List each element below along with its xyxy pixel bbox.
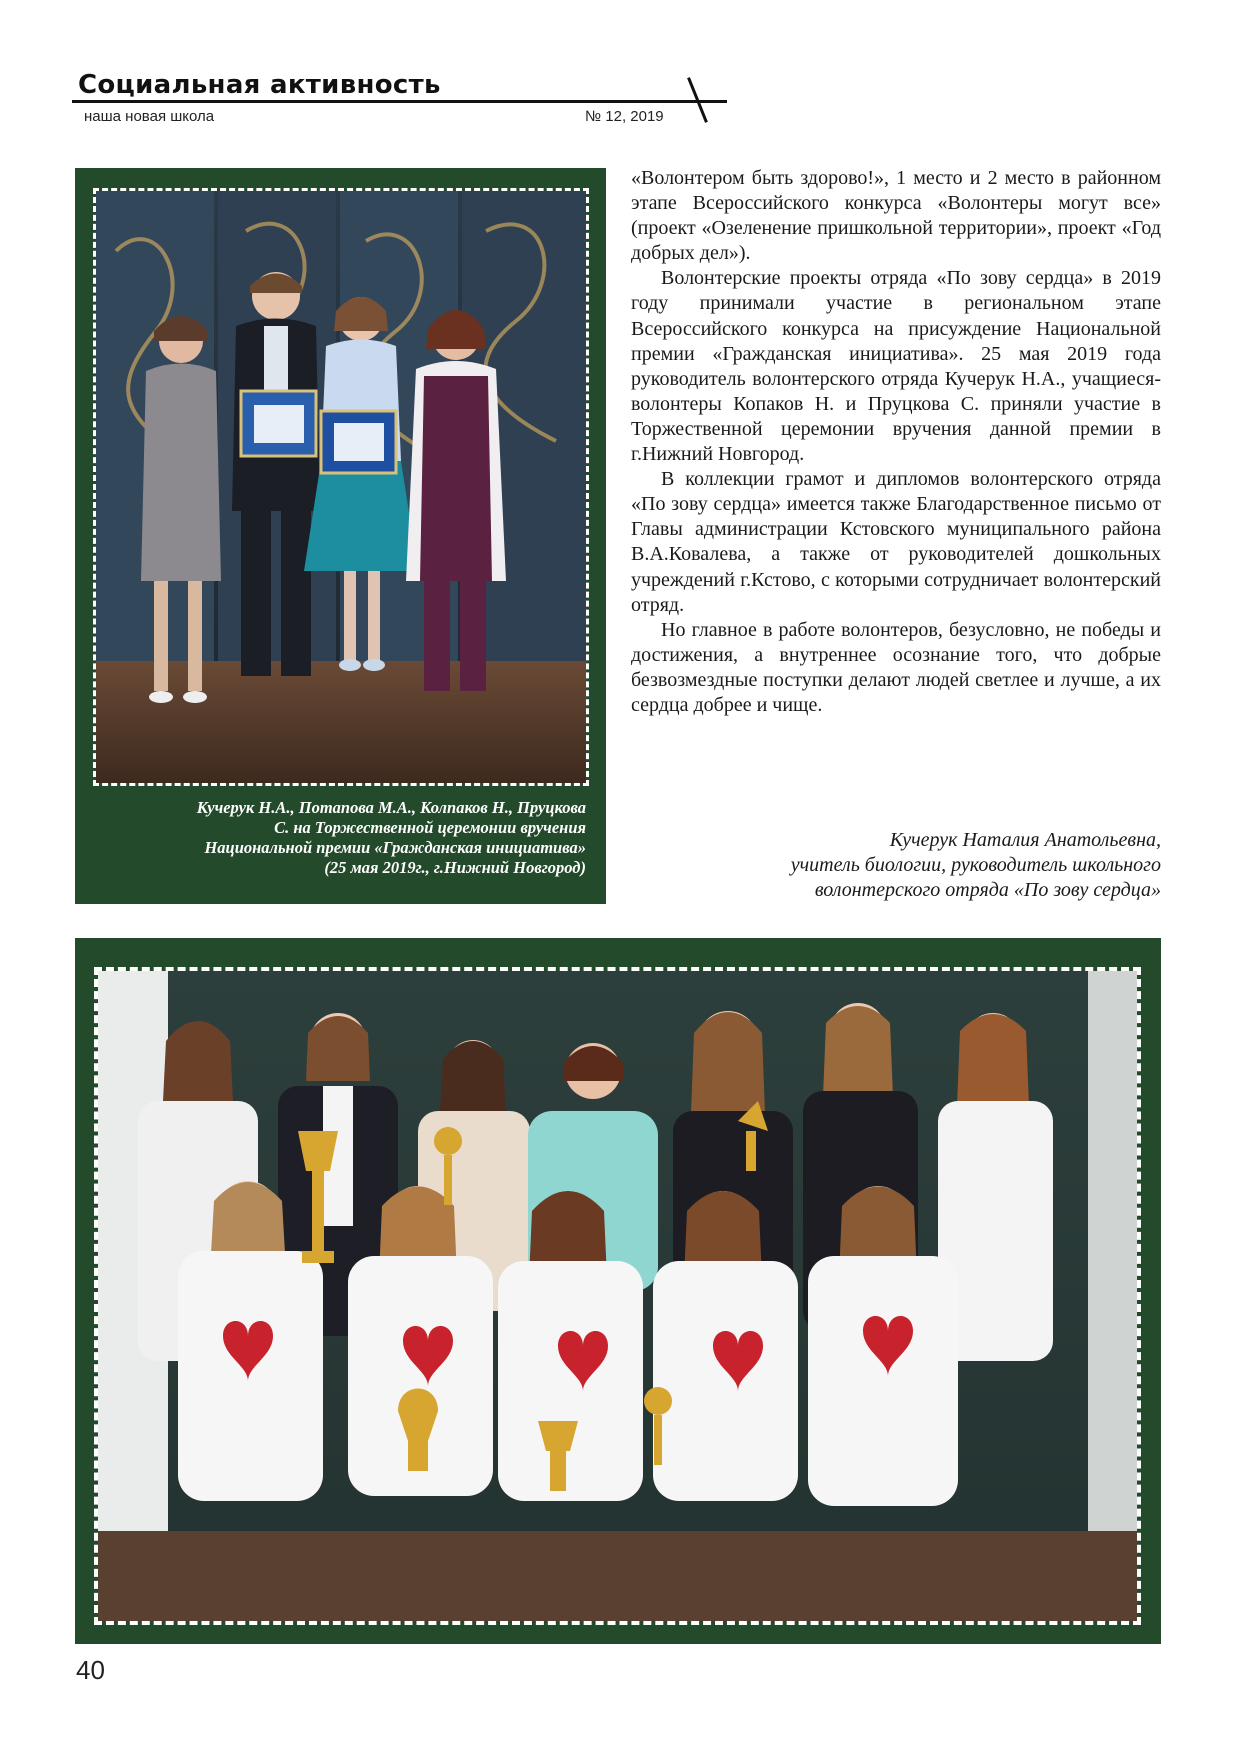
author-role: волонтерского отряда «По зову сердца» (814, 879, 1161, 901)
article-paragraph: В коллекции грамот и дипломов волонтерского отряда «По зову сердца» имеется также Благодарственное письмо от Главы администрации Кстовского муниципального района В.А.Ковалева, а также от руководителей дошкольных учреждений г.Кстово, с которыми сотрудничает волонтерский отряд. (631, 468, 1161, 616)
caption-line: Национальной премии «Гражданская инициатива» (204, 838, 586, 857)
article-paragraph: Волонтерские проекты отряда «По зову сердца» в 2019 году принимали участие в региональном этапе Всероссийского конкурса на присуждение Национальной премии «Гражданская инициатива». 25 мая 2019 года руководитель волонтерского отряда Кучерук Н.А., учащиеся-волонтеры Копаков Н. и Пруцкова С. приняли участие в Торжественной церемонии вручения данной премии в г.Нижний Новгород. (631, 267, 1161, 466)
magazine-name: наша новая школа (84, 108, 215, 125)
page-number: 40 (76, 1655, 105, 1685)
photo-ceremony (93, 188, 589, 786)
caption-line: Кучерук Н.А., Потапова М.А., Колпаков Н., Пруцкова (196, 798, 586, 817)
header-rule (72, 100, 727, 103)
article-body (631, 166, 1161, 718)
photo-group (94, 967, 1141, 1625)
photo-caption (88, 798, 586, 878)
caption-line: (25 мая 2019г., г.Нижний Новгород) (324, 858, 586, 877)
article-paragraph: «Волонтером быть здорово!», 1 место и 2 место в районном этапе Всероссийского конкурса «Волонтеры могут все» (проект «Озеленение пришкольной территории», проект «Год добрых дел»). (631, 167, 1161, 265)
author-role: учитель биологии, руководитель школьного (790, 854, 1161, 876)
author-name: Кучерук Наталия Анатольевна, (889, 829, 1161, 851)
caption-line: С. на Торжественной церемонии вручения (274, 818, 586, 837)
issue-number: № 12, 2019 (585, 108, 664, 125)
article-paragraph: Но главное в работе волонтеров, безусловно, не победы и достижения, а внутреннее осознание того, что добрые безвозмездные поступки делают людей светлее и лучше, а их сердца добрее и чище. (631, 618, 1161, 716)
author-signature (631, 828, 1161, 903)
section-title: Социальная активность (78, 70, 441, 100)
